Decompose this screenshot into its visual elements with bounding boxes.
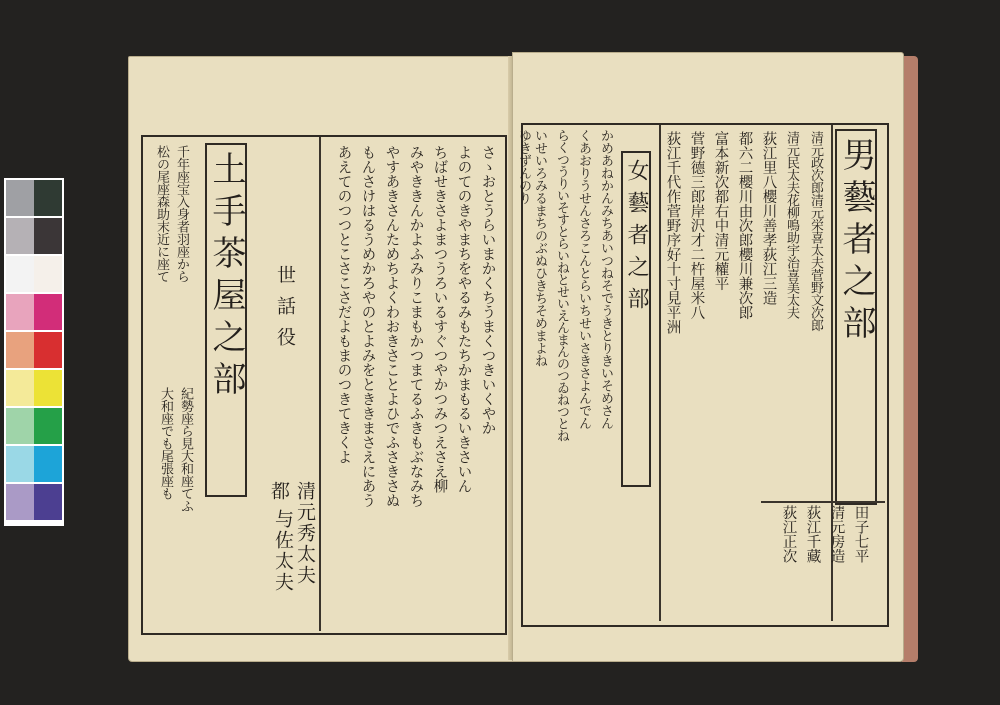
performer-names: 菅野德三郎岸沢才二杵屋米八 <box>688 131 705 320</box>
verse-column: もんさけはるうめかろやのとよみをとききまさえにあう <box>359 145 376 508</box>
color-patch <box>34 294 62 330</box>
color-patch <box>6 446 34 482</box>
side-note: 千年座宝入身者羽座から <box>174 145 189 283</box>
verse-column: やすあきさんためちよくわおきさことよひでふさきさぬ <box>383 145 400 508</box>
color-patch <box>34 180 62 216</box>
performer-names: 清元民太夫花柳鳴助宇治喜美太夫 <box>784 131 799 319</box>
performer-names-lower: 田子七平 <box>852 505 869 563</box>
column-rule <box>659 125 661 621</box>
officials-place: 都 <box>268 481 290 502</box>
color-patch <box>6 484 34 520</box>
color-patch <box>34 408 62 444</box>
verse-column: みやききんかよふみりこまもかつまてるふきもぶなみち <box>407 145 424 508</box>
color-patch <box>34 256 62 292</box>
color-patch <box>6 408 34 444</box>
color-patch <box>6 180 34 216</box>
side-note: 大和座でも尾張座も <box>158 387 173 500</box>
verse-column: さゝおとうらいまかくちうまくつきいくやか <box>479 145 496 435</box>
color-calibration-card <box>4 178 64 526</box>
performer-names: 都六二櫻川由次郎櫻川兼次郎 <box>736 131 753 320</box>
performer-names-women: いせいろみるまちのぶぬひきちそめまよね <box>532 129 547 367</box>
side-note: 松の尾座森助末近に座て <box>154 145 169 283</box>
performer-names-women: くあおりうせんさろこんとらいちせいさきさよんでん <box>576 129 591 429</box>
side-note: 紀勢座ら見大和座てふ <box>178 387 193 512</box>
performer-names-women: ゆきずんのり <box>516 129 531 204</box>
color-patch <box>6 332 34 368</box>
color-patch <box>6 370 34 406</box>
lower-names-rule <box>761 501 885 503</box>
performer-names: 荻江千代作菅野序好十寸見平洲 <box>664 131 681 334</box>
page-block-edge <box>902 56 918 662</box>
performer-names: 清元政次郎清元栄喜太夫菅野文次郎 <box>808 131 823 331</box>
verse-divider <box>319 137 321 631</box>
color-patch <box>34 446 62 482</box>
left-page <box>128 56 514 662</box>
verse-column: ちばせきさよまつうろいるすぐつやかつみつえさえ柳 <box>431 145 448 493</box>
performer-names-women: かめあねかんみちあいつねそでうきとりきいそめさん <box>598 129 613 429</box>
page-heading: 土手茶屋之部 <box>205 143 247 497</box>
performer-names: 富本新次都右中清元權平 <box>712 131 729 291</box>
performer-names: 荻江里八櫻川善孝荻江三造 <box>760 131 777 305</box>
color-patch <box>6 218 34 254</box>
color-patch <box>34 484 62 520</box>
open-book <box>128 52 918 664</box>
color-patch <box>6 294 34 330</box>
section-heading-women: 女藝者之部 <box>621 151 651 487</box>
color-patch <box>34 218 62 254</box>
section-heading-men: 男藝者之部 <box>835 129 877 505</box>
verse-column: よのてのきやまちをやるみもたちかまもるいきさいん <box>455 145 472 493</box>
performer-names-lower: 荻江千藏 <box>804 505 821 563</box>
officials-title: 世話役 <box>274 265 296 358</box>
verse-column: あえてのつつとこさこさだよもまのつきてきくよ <box>335 145 352 464</box>
official-name: 与佐太夫 <box>272 509 294 593</box>
color-patch <box>34 332 62 368</box>
color-patch <box>6 256 34 292</box>
official-name: 清元秀太夫 <box>294 481 316 586</box>
performer-names-lower: 荻江正次 <box>780 505 797 563</box>
performer-names-women: らくつうりいそすとらいねとせいえんまんのつゐねつとね <box>554 129 569 441</box>
left-page-frame <box>141 135 507 635</box>
color-patch <box>34 370 62 406</box>
right-page <box>512 52 904 662</box>
performer-names-lower: 清元房造 <box>828 505 845 563</box>
